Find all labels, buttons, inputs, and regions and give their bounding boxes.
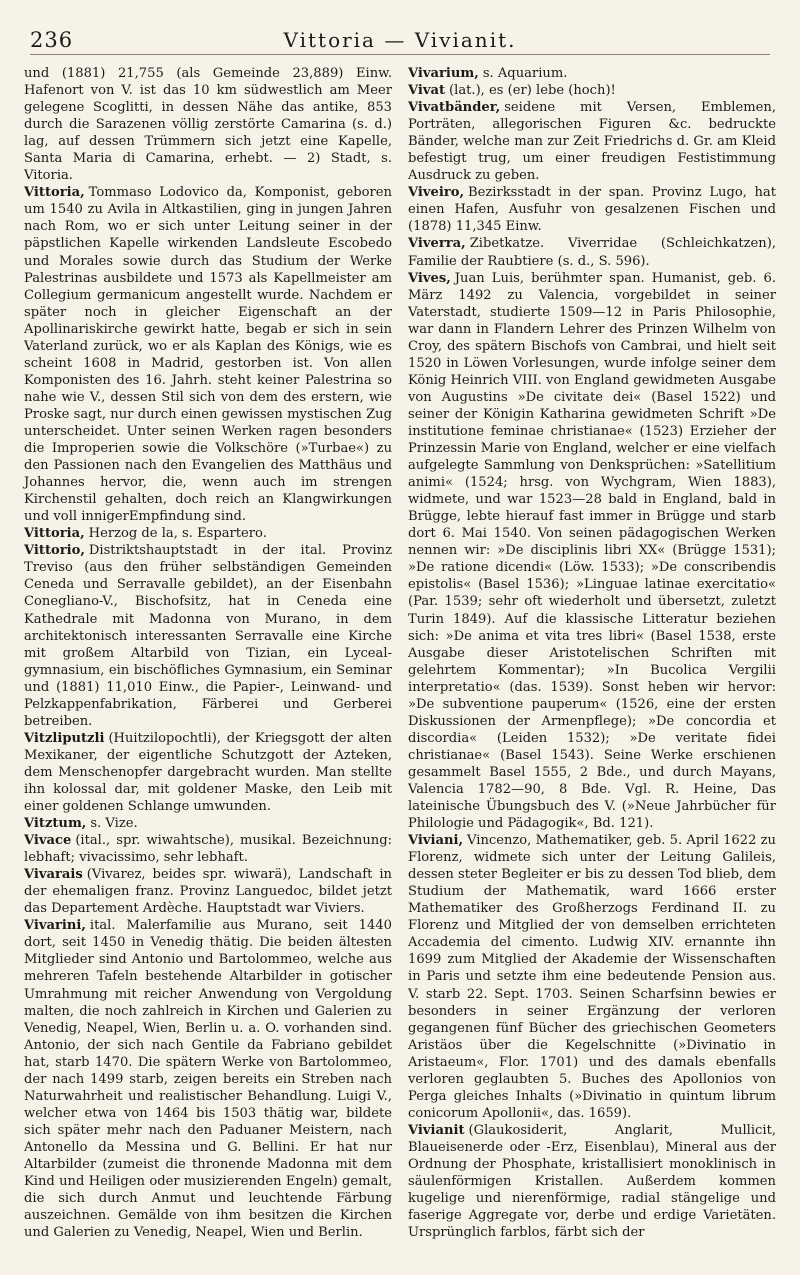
entry-text: s. Vizе. — [90, 816, 138, 832]
entry — [24, 65, 392, 184]
entry — [408, 270, 776, 833]
running-head: Vittoria — Vivianit. — [283, 28, 517, 52]
entry-headword: Vittoria, — [24, 526, 85, 542]
right-column — [408, 65, 776, 1241]
entry-headword: Vivarais — [24, 867, 83, 883]
entry — [24, 832, 392, 866]
entry — [24, 815, 392, 832]
entry-text: (Huitzilopochtli), der Kriegsgott der alten Mexikaner, der eigentliche Schutzgott der Azteken, dem Menschenopfer dargebracht wurden. Man stellte ihn kolossal dar, mit goldener Maske, den Leib mit einer goldenen Schlange umwunden. — [24, 730, 392, 815]
entry-text: seidene mit Versen, Emblemen, Porträten, allegorischen Figuren &c. bedruckte Bänder, welche man zur Zeit Friedrichs d. Gr. am Kleid befestigt trug, um einer freudigen Festistimmung Ausdruck zu geben. — [408, 100, 776, 184]
entry — [24, 542, 392, 730]
entry-text: s. Aquarium. — [482, 66, 568, 81]
entry-headword: Vivianit — [408, 1122, 465, 1138]
entry-text: Vincenzo, Mathematiker, geb. 5. April 1622 zu Florenz, widmete sich unter der Leitung Galileis, dessen steter Begleiter er bis zu dessen Tod blieb, dem Studium der Mathematik, ward 1666 erster Mathematiker des Großherzogs Ferdinand II. zu Florenz und Mitglied der von demselben errichteten Accademia del cimento. Ludwig XIV. ernannte ihn 1699 zum Mitglied der Akademie der Wissenschaften in Paris und setzte ihm eine bedeutende Pension aus. V. starb 22. Sept. 1703. Seinen Scharfsinn bewies er besonders in seiner Ergänzung der verloren gegangenen fünf Bücher des griechischen Geometers Aristäos über die Kegelschnitte (»Divinatio in Aristaeum«, Flor. 1701) und des damals ebenfalls verloren geglaubten 5. Buches des Apollonios von Perga gleiches Inhalts (»Divinatio in quintum librum conicorum Apollonii«, das. 1659). — [408, 833, 776, 1121]
entry-text: (ital., spr. wiwahtsche), musikal. Bezeichnung: lebhaft; vivacissimo, sehr lebhaft. — [24, 833, 392, 866]
entry-text: Tommaso Lodovico da, Komponist, geboren um 1540 zu Avila in Altkastilien, ging in jungen Jahren nach Rom, wo er sich unter Leitung seiner in der päpstlichen Kapelle wirkenden Landsleute Escobedo und Morales sowie durch das Studium der Werke Palestrinas ausbildete und 1573 als Kapellmeister am Collegium germanicum angestellt wurde. Nachdem er später noch in gleicher Eigenschaft an der Apollinariskirche gewirkt hatte, begab er sich in sein Vaterland zurück, wo er als Kaplan des Königs, wie es scheint 1608 in Madrid, gestorben ist. Von allen Komponisten des 16. Jahrh. steht keiner Palestrina so nahe wie V., dessen Stil sich von dem des erstern, wie Proske sagt, nur durch einen gewissen mystischen Zug unterscheidet. Unter seinen Werken ragen besonders die Improperien sowie die Volkschöre (»Turbae«) zu den Passionen nach den Evangelien des Matthäus und Johannes hervor, die, wenn auch im strengen Kirchenstil gehalten, doch reich an Klangwirkungen und voll innigerEmpfindung sind. — [24, 185, 392, 525]
entry-headword: Vivarini, — [24, 918, 86, 934]
entry-headword: Viverra, — [408, 236, 466, 252]
page-number: 236 — [30, 28, 74, 52]
entry — [24, 730, 392, 815]
entry-headword: Vivace — [24, 833, 72, 849]
entry — [408, 235, 776, 269]
entry — [408, 99, 776, 184]
two-column-body — [24, 65, 776, 1241]
entry-headword: Vivatbänder, — [408, 100, 501, 116]
left-column — [24, 65, 392, 1241]
entry-headword: Viviani, — [408, 833, 464, 849]
entry — [408, 82, 776, 99]
entry-headword: Vitzliputzli — [24, 730, 105, 746]
entry — [408, 832, 776, 1122]
page-header — [30, 28, 770, 55]
entry-text: und (1881) 21,755 (als Gemeinde 23,889) Einw. Hafenort von V. ist das 10 km südwestlich am Meer gelegene Scoglitti, in dessen Nähe das antike, 853 durch die Sarazenen völlig zerstörte Camarina (s. d.) lag, auf dessen Trümmern sich jetzt eine Kapelle, Santa Maria di Camarina, erhebt. — 2) Stadt, s. Vitoria. — [24, 66, 392, 184]
entry-text: Herzog de la, s. Espartero. — [88, 526, 267, 542]
entry-headword: Viveiro, — [408, 185, 465, 201]
entry-headword: Vivarium, — [408, 66, 479, 81]
entry-text: Distriktshauptstadt in der ital. Provinz Treviso (aus den früher selbständigen Gemeinden Ceneda und Serravalle gebildet), an der Eisenbahn Conegliano-V., Bischofsitz, hat in Ceneda eine Kathedrale mit Madonna von Murano, in dem architektonisch interessanten Serravalle eine Kirche mit großem Altarbild von Tizian, ein Lycealgymnasium, ein bischöfliches Gymnasium, ein Seminar und (1881) 11,010 Einw., die Papier-, Leinwand- und Pelzkappenfabrikation, Färberei und Gerberei betreiben. — [24, 543, 392, 729]
entry-text: ital. Malerfamilie aus Murano, seit 1440 dort, seit 1450 in Venedig thätig. Die beiden ältesten Mitglieder sind Antonio und Bartolommeo, welche aus mehreren Tafeln bestehende Altarbilder in gotischer Umrahmung mit reicher Anwendung von Vergoldung malten, die noch zahlreich in Kirchen und Galerien zu Venedig, Neapel, Wien, Berlin u. a. O. vorhanden sind. Antonio, der sich nach Gentile da Fabriano gebildet hat, starb 1470. Die spätern Werke von Bartolommeo, der nach 1499 starb, zeigen bereits ein Streben nach Naturwahrheit und realistischer Behandlung. Luigi V., welcher etwa von 1464 bis 1503 thätig war, bildete sich später mehr nach den Paduaner Meistern, nach Antonello da Messina und G. Bellini. Er hat nur Altarbilder (zumeist die thronende Madonna mit dem Kind und Heiligen oder musizierenden Engeln) gemalt, die sich durch Anmut und leuchtende Färbung auszeichnen. Gemälde von ihm besitzen die Kirchen und Galerien zu Venedig, Neapel, Wien und Berlin. — [24, 918, 392, 1241]
entry — [408, 184, 776, 235]
entry-headword: Vivat — [408, 83, 446, 99]
entry-headword: Vittoria, — [24, 185, 85, 201]
entry-headword: Vittorio, — [24, 543, 85, 559]
entry-headword: Vives, — [408, 270, 451, 286]
entry-text: Juan Luis, berühmter span. Humanist, geb. 6. März 1492 zu Valencia, vorgebildet in seiner Vaterstadt, studierte 1509—12 in Paris Philosophie, war dann in Flandern Lehrer des Prinzen Wilhelm von Croy, des spätern Bischofs von Cambrai, und hielt seit 1520 in Löwen Vorlesungen, wurde infolge seiner dem König Heinrich VIII. von England gewidmeten Ausgabe von Augustins »De civitate dei« (Basel 1522) und seiner der Königin Katharina gewidmeten Schrift »De institutione feminae christianae« (1523) Erzieher der Prinzessin Marie von England, welcher er eine vielfach aufgelegte Sammlung von Denksprüchen: »Satellitium animi« (1524; hrsg. von Wychgram, Wien 1883), widmete, und war 1523—28 bald in England, bald in Brügge, lebte hierauf fast immer in Brügge und starb dort 6. Mai 1540. Von seinen pädagogischen Werken nennen wir: »De disciplinis libri XX« (Brügge 1531); »De ratione dicendi« (Löw. 1533); »De conscribendis epistolis« (Basel 1536); »Linguae latinae exercitatio« (Par. 1539; sehr oft wiederholt und übersetzt, zuletzt Turin 1849). Auf die klassische Litteratur beziehen sich: »De anima et vita tres libri« (Basel 1538, erste Ausgabe dieser Aristotelischen Schriften mit gelehrtem Kommentar); »In Bucolica Vergilii interpretatio« (das. 1539). Sonst heben wir hervor: »De subventione pauperum« (1526, eine der ersten Diskussionen der Armenpflege); »De concordia et discordia« (Leiden 1532); »De veritate fidei christianae« (Basel 1543). Seine Werke erschienen gesammelt Basel 1555, 2 Bde., und durch Mayans, Valencia 1782—90, 8 Bde. Vgl. R. Heine, Das lateinische Übungsbuch des V. (»Neue Jahrbücher für Philologie und Pädagogik«, Bd. 121). — [408, 270, 776, 832]
entry — [24, 917, 392, 1241]
entry — [24, 866, 392, 917]
entry-text: (lat.), es (er) lebe (hoch)! — [449, 83, 616, 99]
entry — [24, 525, 392, 542]
entry-headword: Vitztum, — [24, 816, 87, 832]
entry-text: (Vivarez, beides spr. wiwarä), Landschaft in der ehemaligen franz. Provinz Languedoc, bildet jetzt das Departement Ardèche. Hauptstadt war Viviers. — [24, 867, 392, 917]
entry — [24, 184, 392, 525]
entry-text: Zibetkatze. Viverridae (Schleichkatzen), Familie der Raubtiere (s. d., S. 596). — [408, 236, 776, 269]
entry — [408, 1122, 776, 1241]
entry-text: (Glaukosiderit, Anglarit, Mullicit, Blaueisenerde oder -Erz, Eisenblau), Mineral aus der Ordnung der Phosphate, kristallisiert monoklinisch in säulenförmigen Kristallen. Außerdem kommen kugelige und nierenförmige, radial stängelige und faserige Aggregate vor, derbe und erdige Varietäten. Ursprünglich farblos, färbt sich der — [408, 1122, 776, 1241]
entry-text: Bezirksstadt in der span. Provinz Lugo, hat einen Hafen, Ausfuhr von gesalzenen Fischen und (1878) 11,345 Einw. — [408, 185, 776, 235]
entry — [408, 65, 776, 82]
